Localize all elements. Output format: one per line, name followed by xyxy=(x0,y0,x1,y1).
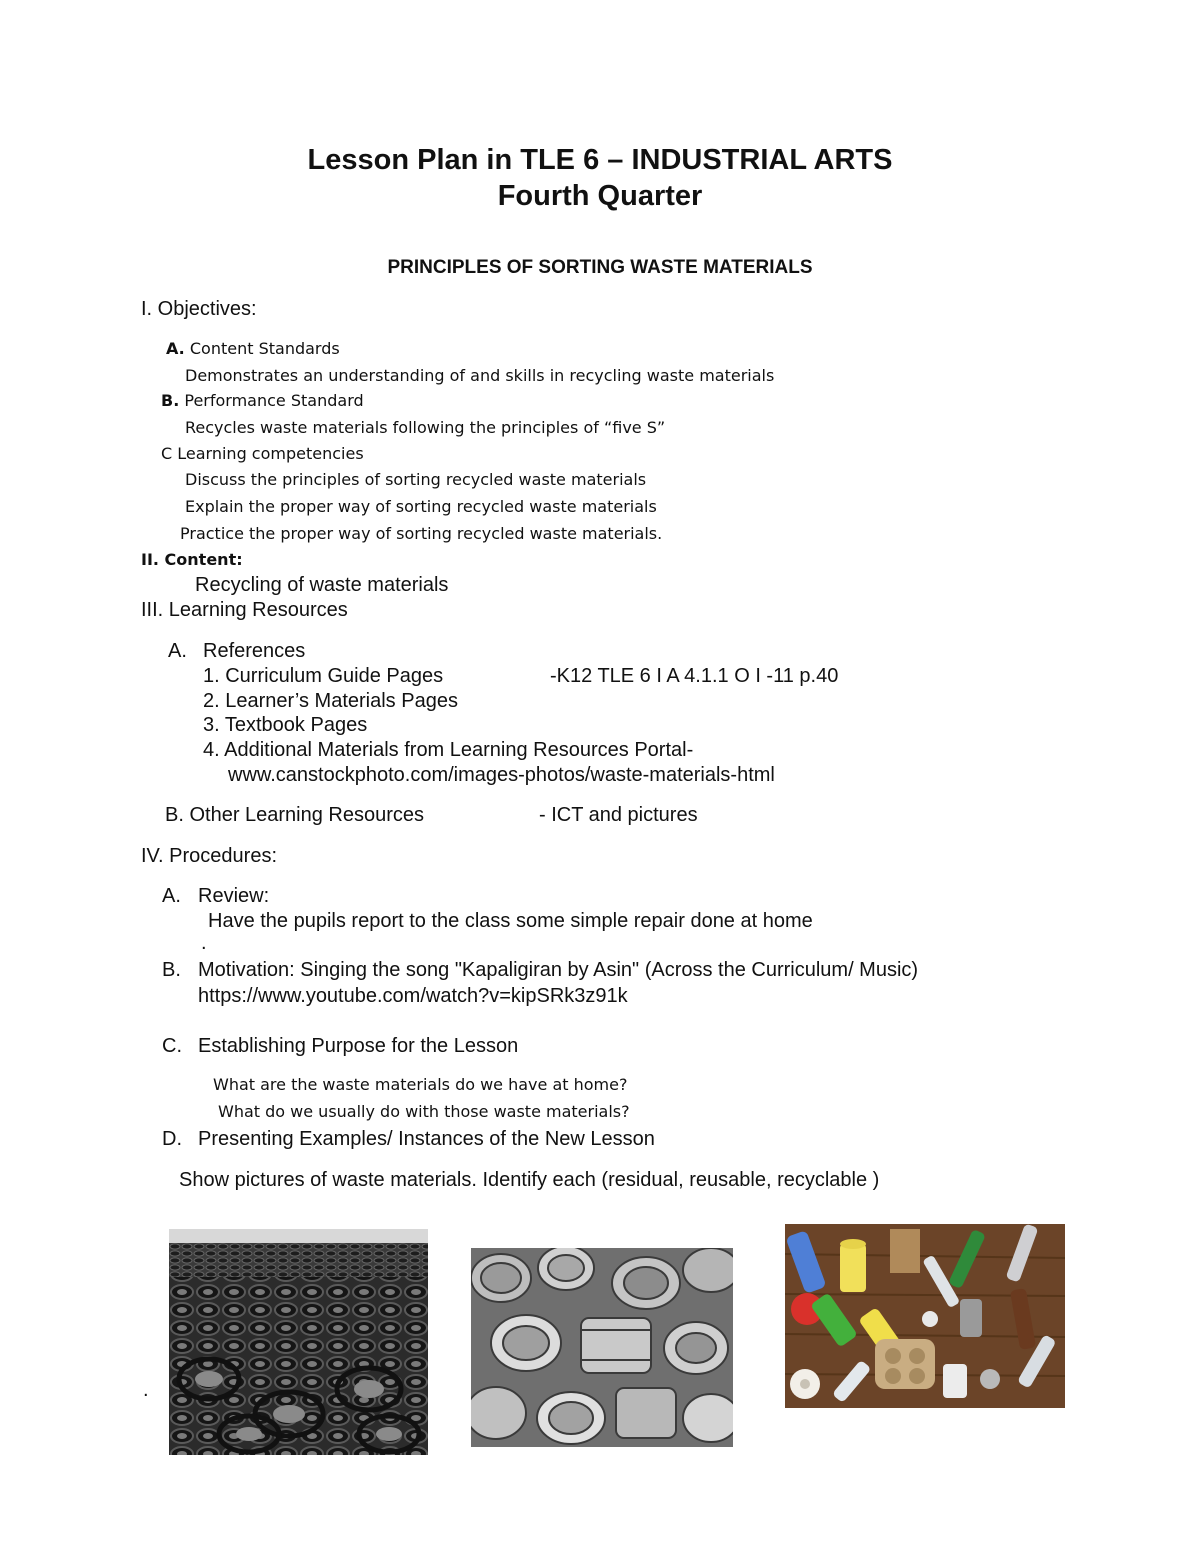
reference-item: 2. Learner’s Materials Pages xyxy=(203,690,458,712)
purpose-letter: C. xyxy=(162,1035,182,1057)
recyclables-image xyxy=(785,1224,1065,1408)
review-label: Review: xyxy=(198,885,270,907)
cans-image xyxy=(471,1248,733,1447)
tires-photo xyxy=(169,1229,428,1455)
performance-standard-text: Recycles waste materials following the principles of “five S” xyxy=(185,418,666,437)
section-heading: PRINCIPLES OF SORTING WASTE MATERIALS xyxy=(387,257,813,278)
purpose-question: What are the waste materials do we have at home? xyxy=(213,1075,628,1094)
content-standards-text: Demonstrates an understanding of and skills in recycling waste materials xyxy=(185,366,775,385)
document-subtitle: Fourth Quarter xyxy=(497,180,703,212)
other-resources-value: - ICT and pictures xyxy=(539,804,698,826)
content-text: Recycling of waste materials xyxy=(195,574,449,596)
review-text: Have the pupils report to the class some simple repair done at home xyxy=(208,910,813,932)
objectives-label: I. Objectives: xyxy=(141,298,257,320)
performance-standard-heading xyxy=(161,393,364,409)
learning-resources-label: III. Learning Resources xyxy=(141,599,348,621)
learning-competencies-heading: C Learning competencies xyxy=(161,444,364,463)
reference-item: 1. Curriculum Guide Pages xyxy=(203,665,444,687)
motivation-link[interactable]: https://www.youtube.com/watch?v=kipSRk3z91k xyxy=(198,985,628,1007)
document-title: Lesson Plan in TLE 6 – INDUSTRIAL ARTS xyxy=(307,144,893,176)
stray-dot: . xyxy=(143,1379,149,1401)
examples-letter: D. xyxy=(162,1128,182,1150)
reference-item: 4. Additional Materials from Learning Resources Portal- xyxy=(203,739,694,761)
recyclables-photo xyxy=(785,1224,1065,1408)
other-resources-label: B. Other Learning Resources xyxy=(165,804,425,826)
references-label: References xyxy=(203,640,306,662)
procedures-label: IV. Procedures: xyxy=(141,845,278,867)
content-label: II. Content: xyxy=(141,550,243,569)
content-standards-letter: A. xyxy=(166,339,185,358)
tires-image xyxy=(169,1229,428,1455)
reference-item: 3. Textbook Pages xyxy=(203,714,368,736)
examples-text: Show pictures of waste materials. Identify each (residual, reusable, recyclable ) xyxy=(179,1169,880,1191)
competency-item: Practice the proper way of sorting recycled waste materials. xyxy=(180,524,663,543)
motivation-letter: B. xyxy=(162,959,181,981)
review-letter: A. xyxy=(162,885,181,907)
examples-label: Presenting Examples/ Instances of the New Lesson xyxy=(198,1128,655,1150)
motivation-text: Motivation: Singing the song "Kapaligiran by Asin" (Across the Curriculum/ Music) xyxy=(198,959,919,981)
references-letter: A. xyxy=(168,640,187,662)
competency-item: Discuss the principles of sorting recycled waste materials xyxy=(185,470,647,489)
purpose-question: What do we usually do with those waste materials? xyxy=(218,1102,630,1121)
performance-standard-letter: B. xyxy=(161,391,180,410)
reference-value: -K12 TLE 6 I A 4.1.1 O I -11 p.40 xyxy=(550,665,839,687)
content-standards-label: Content Standards xyxy=(189,339,340,358)
reference-url[interactable]: www.canstockphoto.com/images-photos/waste-materials-html xyxy=(228,764,775,786)
performance-standard-label: Performance Standard xyxy=(184,391,364,410)
review-dot: . xyxy=(201,932,207,954)
cans-photo xyxy=(471,1248,733,1447)
competency-item: Explain the proper way of sorting recycled waste materials xyxy=(185,497,657,516)
purpose-label: Establishing Purpose for the Lesson xyxy=(198,1035,519,1057)
content-standards-heading xyxy=(166,341,340,357)
